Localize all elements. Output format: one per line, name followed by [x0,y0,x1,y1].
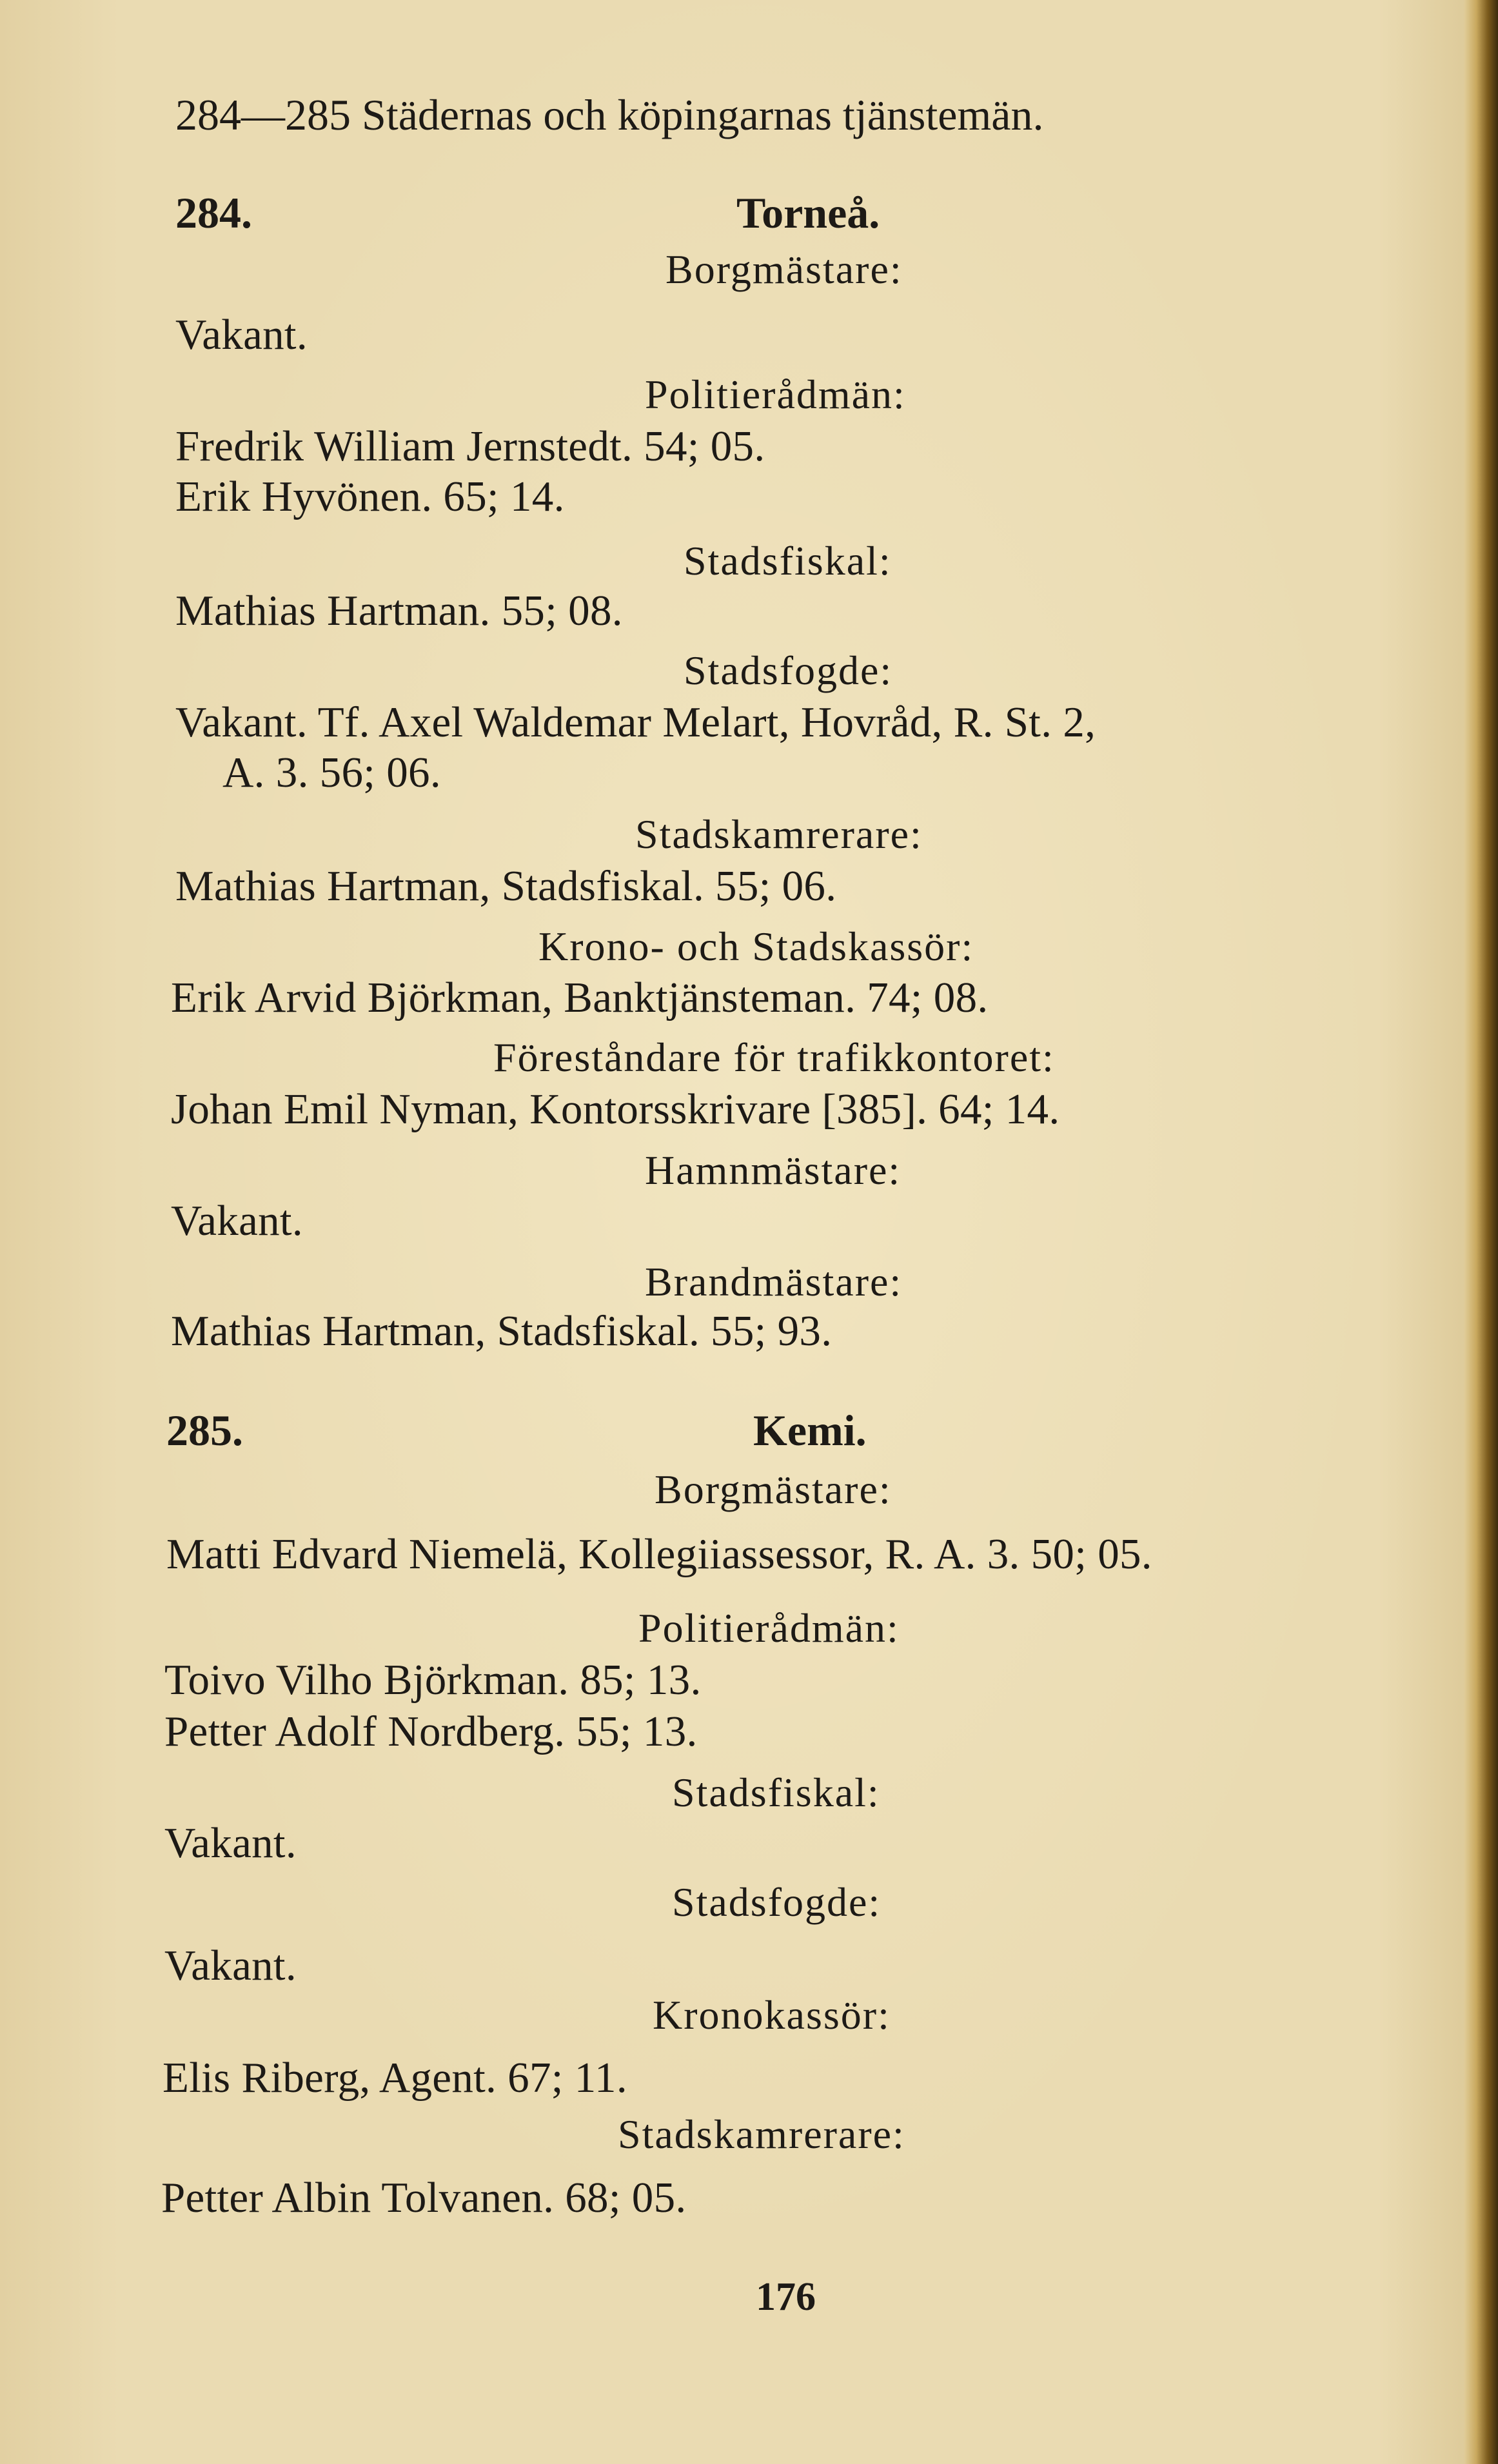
entry-line: Fredrik William Jernstedt. 54; 05. [175,422,765,470]
entry-line: Elis Riberg, Agent. 67; 11. [163,2054,627,2102]
entry-line: Vakant. [164,1819,297,1867]
section-number: 285. [166,1406,243,1455]
role-heading: Krono- och Stadskassör: [538,923,974,969]
page-edge [1464,0,1498,2464]
role-heading: Stadskamrerare: [618,2111,905,2157]
entry-line: Mathias Hartman, Stadsfiskal. 55; 06. [175,862,837,910]
role-heading: Stadsfiskal: [684,538,892,584]
running-header: 284—285 Städernas och köpingarnas tjänstemän. [175,90,1044,139]
page-number: 176 [756,2275,816,2319]
entry-line: Erik Arvid Björkman, Banktjänsteman. 74; 08. [171,974,989,1021]
role-heading: Stadskamrerare: [635,811,923,857]
town-name: Torneå. [736,188,880,237]
entry-line: Vakant. [164,1942,297,1989]
entry-line: Vakant. [175,311,308,359]
entry-line: A. 3. 56; 06. [222,749,441,796]
role-heading: Stadsfiskal: [672,1769,880,1815]
entry-line: Petter Adolf Nordberg. 55; 13. [164,1708,698,1755]
town-name: Kemi. [753,1406,867,1455]
section-number: 284. [175,188,252,237]
entry-line: Vakant. [171,1197,303,1245]
role-heading: Föreståndare för trafikkontoret: [493,1034,1055,1080]
role-heading: Borgmästare: [665,246,903,292]
role-heading: Kronokassör: [653,1992,891,2038]
entry-line: Erik Hyvönen. 65; 14. [175,473,565,520]
role-heading: Politierådmän: [638,1605,900,1651]
role-heading: Stadsfogde: [684,647,893,693]
entry-line: Mathias Hartman, Stadsfiskal. 55; 93. [171,1307,833,1355]
role-heading: Brandmästare: [645,1259,903,1305]
entry-line: Mathias Hartman. 55; 08. [175,587,623,635]
entry-line: Johan Emil Nyman, Kontorsskrivare [385]. 64; 14. [171,1085,1060,1133]
role-heading: Hamnmästare: [645,1147,902,1193]
role-heading: Stadsfogde: [672,1879,882,1925]
entry-line: Toivo Vilho Björkman. 85; 13. [164,1656,702,1704]
entry-line: Vakant. Tf. Axel Waldemar Melart, Hovråd, R. St. 2, [175,698,1096,746]
entry-line: Matti Edvard Niemelä, Kollegiiassessor, R. A. 3. 50; 05. [166,1530,1152,1578]
role-heading: Borgmästare: [655,1466,892,1512]
entry-line: Petter Albin Tolvanen. 68; 05. [161,2174,687,2222]
role-heading: Politierådmän: [645,371,906,417]
